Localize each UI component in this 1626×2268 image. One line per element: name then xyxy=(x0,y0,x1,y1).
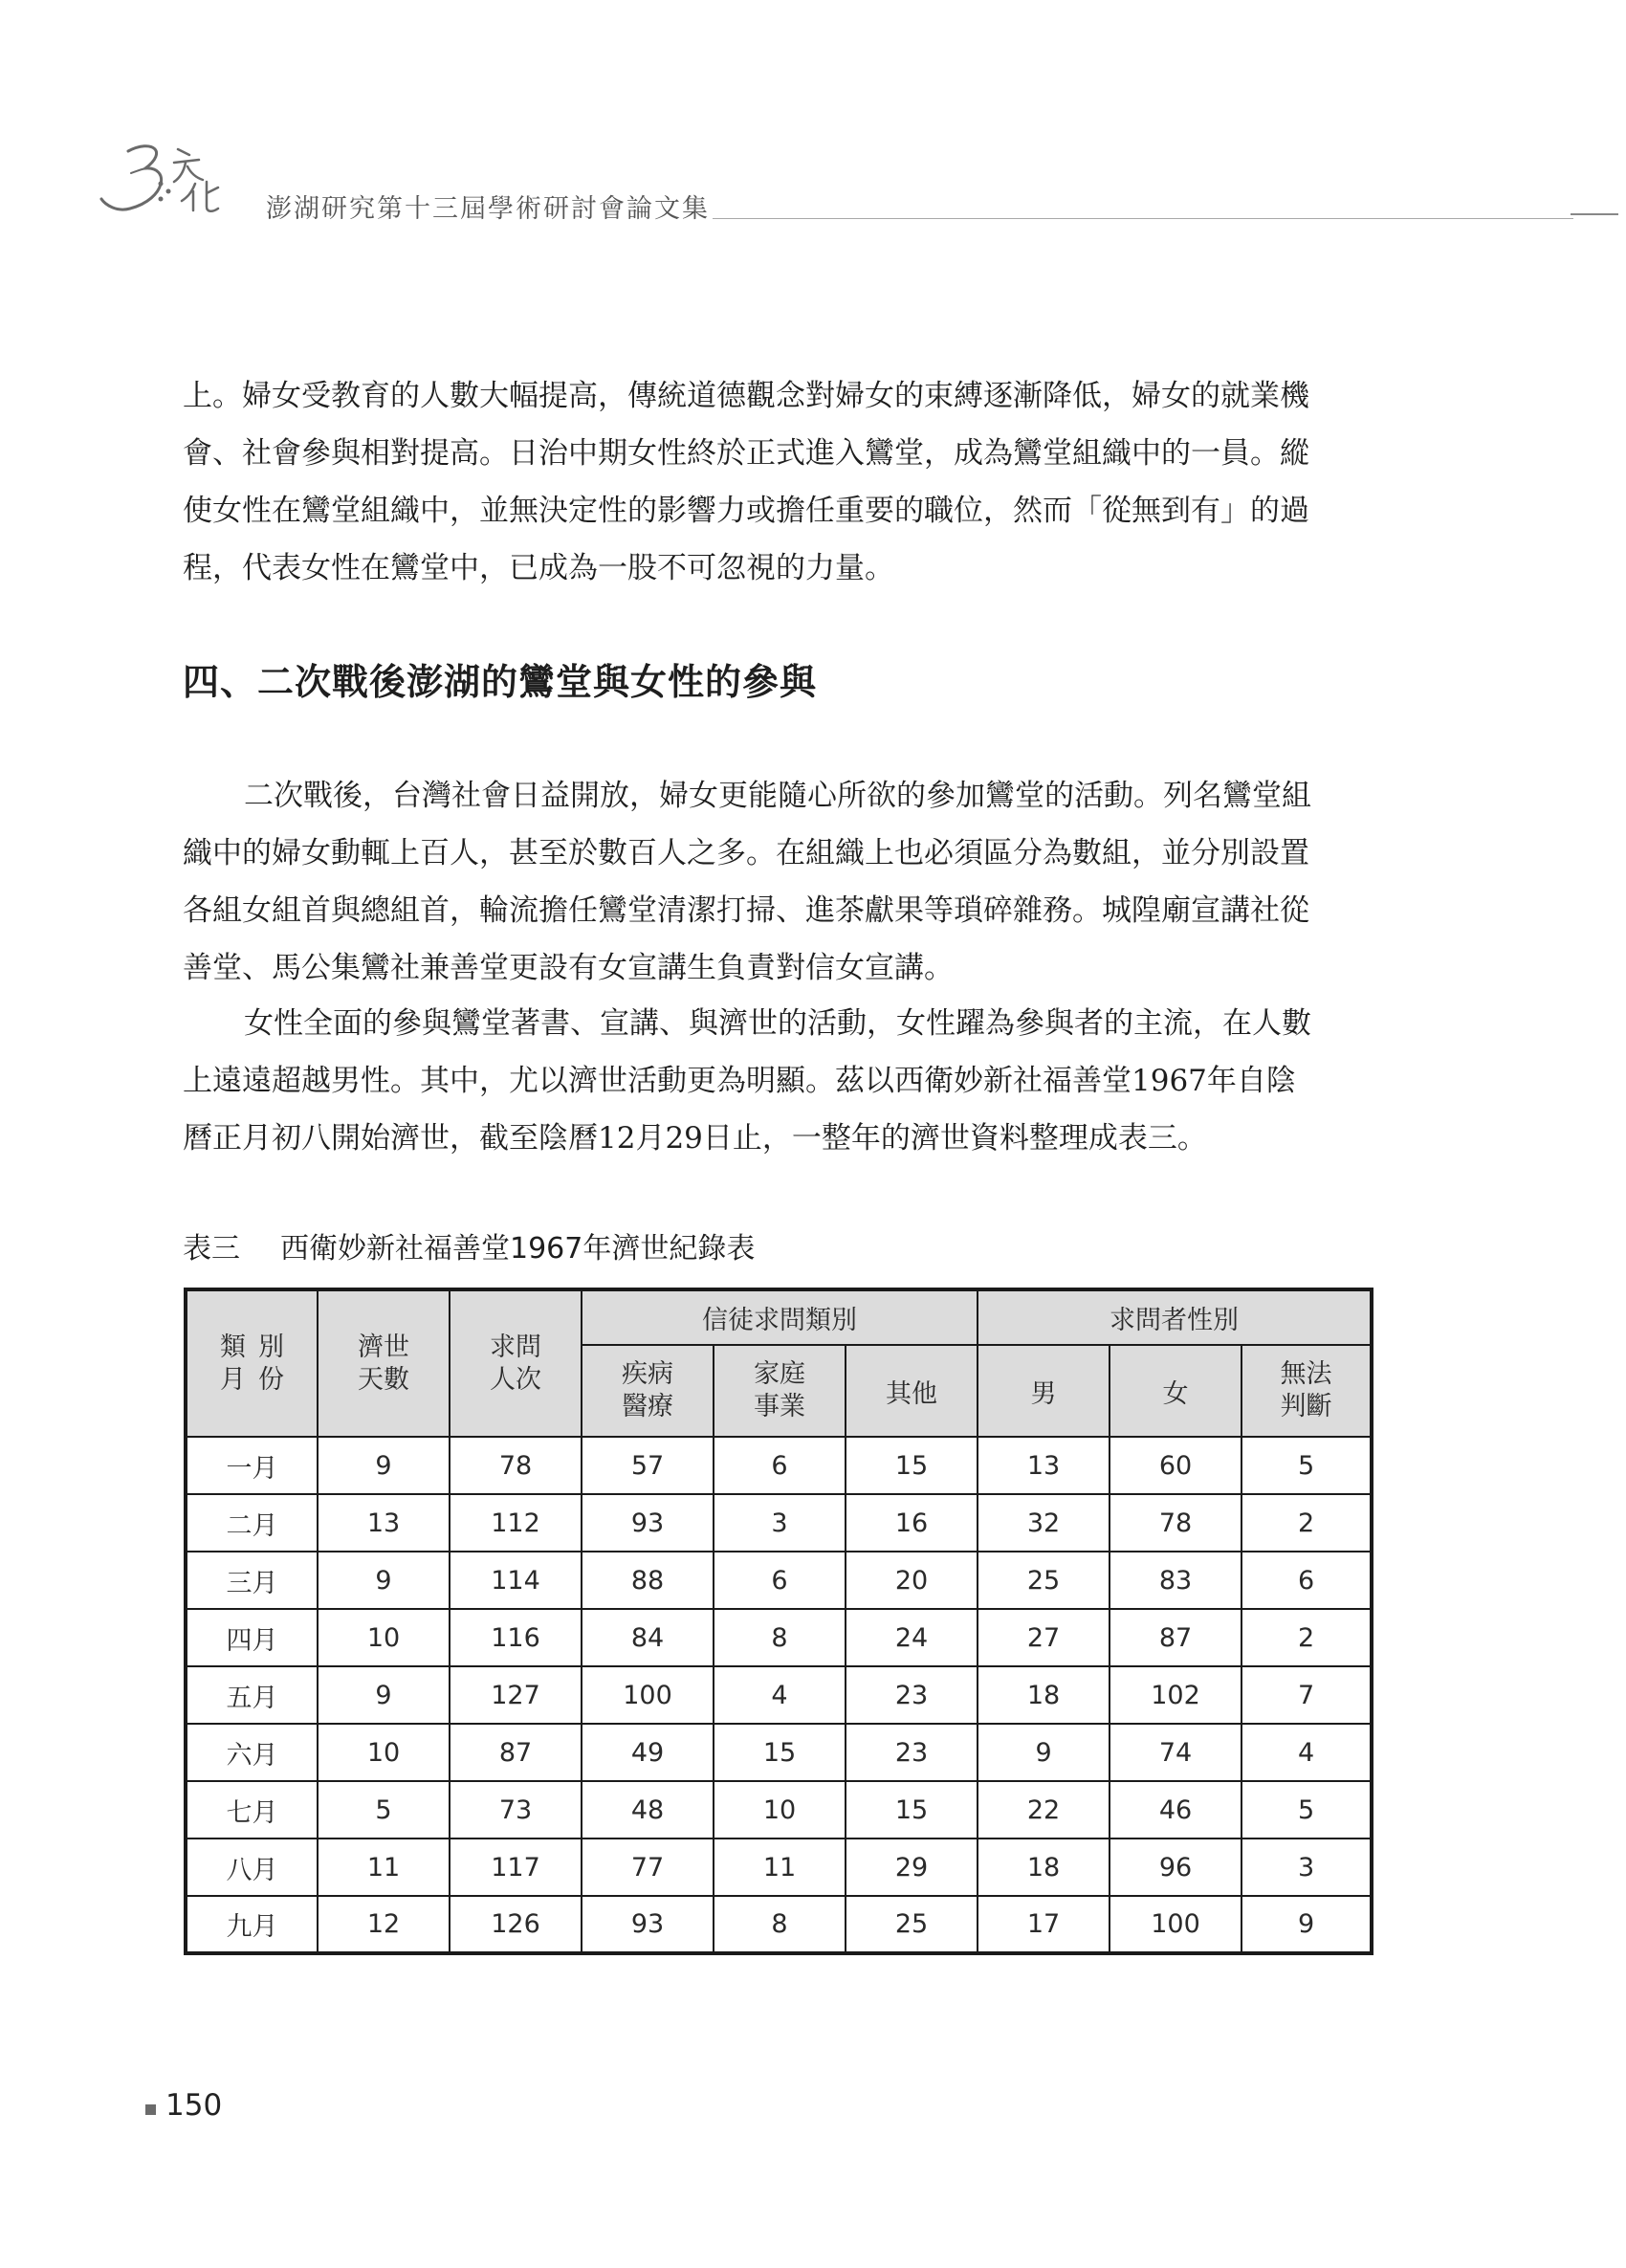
cell-month: 九月 xyxy=(186,1896,318,1953)
paragraph-line: 上遠遠超越男性。其中，尤以濟世活動更為明顯。茲以西衛妙新社福善堂1967年自陰 xyxy=(183,1064,1296,1098)
paragraph-line: 會、社會參與相對提高。日治中期女性終於正式進入鸞堂，成為鸞堂組織中的一員。縱 xyxy=(183,436,1309,471)
page-marker-icon xyxy=(145,2104,156,2115)
paragraph-line: 女性全面的參與鸞堂著書、宣講、與濟世的活動，女性躍為參與者的主流，在人數 xyxy=(244,1006,1311,1041)
cell-male: 17 xyxy=(978,1896,1110,1953)
cell-female: 74 xyxy=(1110,1724,1241,1781)
cell-female: 83 xyxy=(1110,1552,1241,1609)
cell-unknown: 2 xyxy=(1241,1494,1372,1552)
cell-illness: 93 xyxy=(582,1494,714,1552)
cell-male: 13 xyxy=(978,1437,1110,1494)
cell-family: 4 xyxy=(714,1666,846,1724)
paragraph-line: 織中的婦女動輒上百人，甚至於數百人之多。在組織上也必須區分為數組，並分別設置 xyxy=(183,836,1309,870)
cell-family: 15 xyxy=(714,1724,846,1781)
cell-other: 15 xyxy=(846,1437,978,1494)
cell-month: 七月 xyxy=(186,1781,318,1839)
table-caption-label: 表三 xyxy=(183,1232,240,1266)
cell-illness: 77 xyxy=(582,1839,714,1896)
cell-days: 5 xyxy=(318,1781,450,1839)
header-title: 澎湖研究第十三屆學術研討會論文集 xyxy=(266,194,710,224)
paragraph-line: 使女性在鸞堂組織中，並無決定性的影響力或擔任重要的職位，然而「從無到有」的過 xyxy=(183,494,1309,528)
table-caption-title: 西衛妙新社福善堂1967年濟世紀錄表 xyxy=(280,1232,756,1266)
cell-days: 9 xyxy=(318,1666,450,1724)
cell-days: 9 xyxy=(318,1552,450,1609)
paragraph-line: 善堂、馬公集鸞社兼善堂更設有女宣講生負責對信女宣講。 xyxy=(183,951,954,985)
cell-illness: 57 xyxy=(582,1437,714,1494)
cell-other: 23 xyxy=(846,1724,978,1781)
cell-family: 10 xyxy=(714,1781,846,1839)
cell-unknown: 6 xyxy=(1241,1552,1372,1609)
logo-mark-icon xyxy=(99,134,262,239)
cell-visits: 73 xyxy=(450,1781,582,1839)
cell-male: 18 xyxy=(978,1666,1110,1724)
header-days: 濟世 天數 xyxy=(318,1289,450,1437)
cell-other: 15 xyxy=(846,1781,978,1839)
paragraph-line: 上。婦女受教育的人數大幅提高，傳統道德觀念對婦女的束縛逐漸降低，婦女的就業機 xyxy=(183,379,1309,413)
cell-other: 24 xyxy=(846,1609,978,1666)
table-row xyxy=(186,1437,1372,1494)
cell-visits: 116 xyxy=(450,1609,582,1666)
cell-unknown: 4 xyxy=(1241,1724,1372,1781)
header-male: 男 xyxy=(978,1345,1110,1437)
cell-male: 18 xyxy=(978,1839,1110,1896)
cell-month: 三月 xyxy=(186,1552,318,1609)
cell-other: 20 xyxy=(846,1552,978,1609)
cell-female: 96 xyxy=(1110,1839,1241,1896)
table-row xyxy=(186,1724,1372,1781)
cell-male: 9 xyxy=(978,1724,1110,1781)
table-row xyxy=(186,1781,1372,1839)
cell-illness: 88 xyxy=(582,1552,714,1609)
cell-male: 25 xyxy=(978,1552,1110,1609)
cell-other: 25 xyxy=(846,1896,978,1953)
cell-month: 五月 xyxy=(186,1666,318,1724)
cell-female: 87 xyxy=(1110,1609,1241,1666)
cell-female: 102 xyxy=(1110,1666,1241,1724)
table-row xyxy=(186,1666,1372,1724)
cell-female: 46 xyxy=(1110,1781,1241,1839)
cell-family: 11 xyxy=(714,1839,846,1896)
header-group-gender: 求問者性別 xyxy=(978,1289,1372,1345)
cell-month: 八月 xyxy=(186,1839,318,1896)
table-row xyxy=(186,1494,1372,1552)
table-row xyxy=(186,1896,1372,1953)
cell-month: 二月 xyxy=(186,1494,318,1552)
cell-other: 29 xyxy=(846,1839,978,1896)
header-group-category: 信徒求問類別 xyxy=(582,1289,978,1345)
cell-illness: 48 xyxy=(582,1781,714,1839)
cell-unknown: 5 xyxy=(1241,1437,1372,1494)
cell-month: 六月 xyxy=(186,1724,318,1781)
cell-days: 9 xyxy=(318,1437,450,1494)
cell-unknown: 3 xyxy=(1241,1839,1372,1896)
cell-family: 6 xyxy=(714,1552,846,1609)
table-row xyxy=(186,1839,1372,1896)
cell-female: 78 xyxy=(1110,1494,1241,1552)
cell-illness: 100 xyxy=(582,1666,714,1724)
cell-unknown: 5 xyxy=(1241,1781,1372,1839)
cell-visits: 114 xyxy=(450,1552,582,1609)
paragraph-postwar xyxy=(183,767,1374,997)
page-number: 150 xyxy=(165,2088,223,2123)
cell-other: 16 xyxy=(846,1494,978,1552)
cell-days: 10 xyxy=(318,1609,450,1666)
table-row xyxy=(186,1609,1372,1666)
header-other: 其他 xyxy=(846,1345,978,1437)
header-female: 女 xyxy=(1110,1345,1241,1437)
header-family: 家庭 事業 xyxy=(714,1345,846,1437)
cell-family: 8 xyxy=(714,1609,846,1666)
cell-male: 32 xyxy=(978,1494,1110,1552)
cell-male: 27 xyxy=(978,1609,1110,1666)
cell-visits: 126 xyxy=(450,1896,582,1953)
header-month-category: 類 別 月 份 xyxy=(186,1289,318,1437)
table-caption xyxy=(183,1224,755,1266)
header-logo xyxy=(99,134,262,239)
paragraph-line: 程，代表女性在鸞堂中，已成為一股不可忽視的力量。 xyxy=(183,551,894,585)
cell-visits: 127 xyxy=(450,1666,582,1724)
cell-month: 一月 xyxy=(186,1437,318,1494)
paragraph-line: 各組女組首與總組首，輪流擔任鸞堂清潔打掃、進茶獻果等瑣碎雜務。城隍廟宣講社從 xyxy=(183,893,1309,928)
cell-unknown: 9 xyxy=(1241,1896,1372,1953)
cell-month: 四月 xyxy=(186,1609,318,1666)
paragraph-line: 曆正月初八開始濟世，截至陰曆12月29日止，一整年的濟世資料整理成表三。 xyxy=(183,1121,1207,1156)
cell-other: 23 xyxy=(846,1666,978,1724)
cell-family: 3 xyxy=(714,1494,846,1552)
cell-female: 100 xyxy=(1110,1896,1241,1953)
header-divider-accent xyxy=(1571,213,1618,215)
cell-illness: 84 xyxy=(582,1609,714,1666)
table-row xyxy=(186,1552,1372,1609)
paragraph-participation xyxy=(183,995,1374,1167)
cell-days: 13 xyxy=(318,1494,450,1552)
header-divider xyxy=(713,218,1573,219)
header-unknown: 無法 判斷 xyxy=(1241,1345,1372,1437)
header-illness: 疾病 醫療 xyxy=(582,1345,714,1437)
cell-visits: 78 xyxy=(450,1437,582,1494)
cell-family: 8 xyxy=(714,1896,846,1953)
cell-days: 11 xyxy=(318,1839,450,1896)
cell-female: 60 xyxy=(1110,1437,1241,1494)
records-table xyxy=(184,1288,1373,1955)
cell-days: 12 xyxy=(318,1896,450,1953)
cell-visits: 87 xyxy=(450,1724,582,1781)
header-visits: 求問 人次 xyxy=(450,1289,582,1437)
cell-unknown: 2 xyxy=(1241,1609,1372,1666)
paragraph-line: 二次戰後，台灣社會日益開放，婦女更能隨心所欲的參加鸞堂的活動。列名鸞堂組 xyxy=(244,779,1311,813)
cell-illness: 93 xyxy=(582,1896,714,1953)
cell-illness: 49 xyxy=(582,1724,714,1781)
cell-male: 22 xyxy=(978,1781,1110,1839)
cell-days: 10 xyxy=(318,1724,450,1781)
cell-visits: 117 xyxy=(450,1839,582,1896)
cell-unknown: 7 xyxy=(1241,1666,1372,1724)
cell-visits: 112 xyxy=(450,1494,582,1552)
cell-family: 6 xyxy=(714,1437,846,1494)
section-heading: 四、二次戰後澎湖的鸞堂與女性的參與 xyxy=(183,660,818,703)
paragraph-continuation xyxy=(183,367,1374,597)
